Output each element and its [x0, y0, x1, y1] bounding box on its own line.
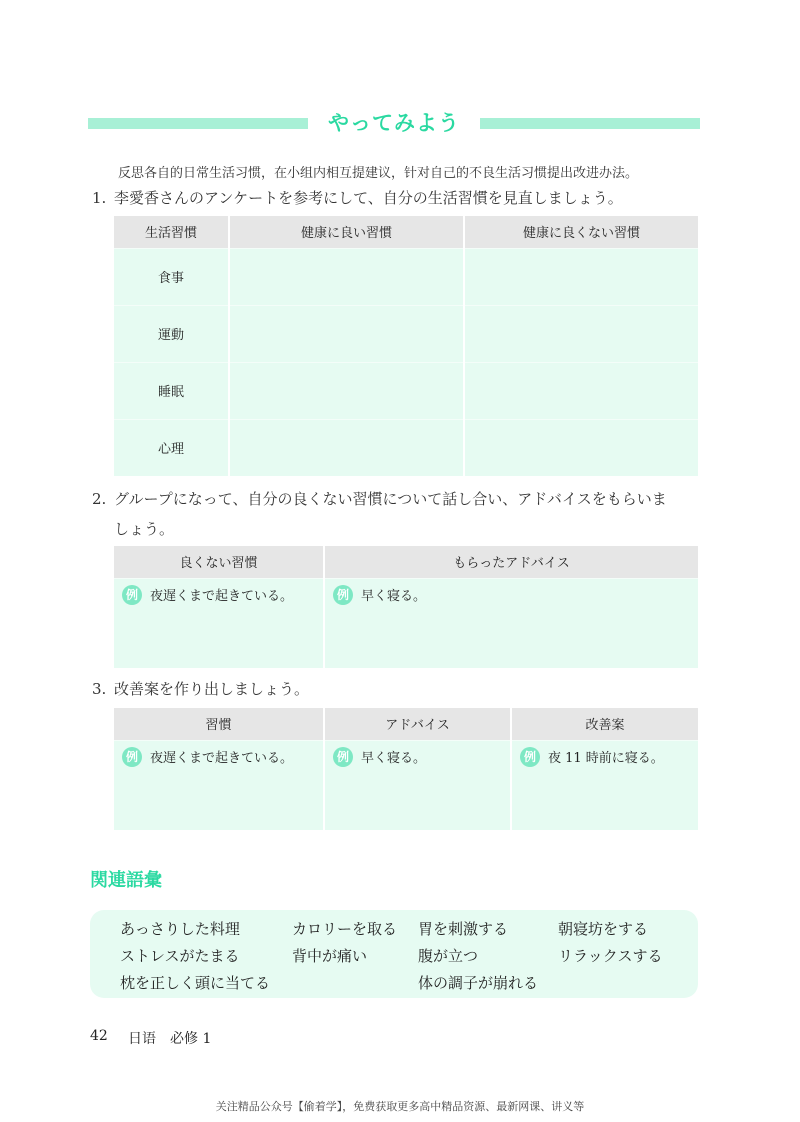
- advice-table: [114, 546, 698, 668]
- table-header: 健康に良くない習慣: [464, 216, 698, 248]
- example-badge: 例: [333, 747, 353, 767]
- footer-watermark: 关注精品公众号【偷着学】，免费获取更多高中精品资源、最新网课、讲义等: [215, 1100, 585, 1113]
- step-number: 1.: [92, 189, 107, 207]
- vocab-item: 腹が立つ: [418, 947, 479, 965]
- row-label: 食事: [114, 248, 229, 305]
- table-row: [114, 248, 698, 305]
- improvement-table: [114, 708, 698, 830]
- answer-cell[interactable]: [511, 740, 698, 830]
- answer-cell[interactable]: [464, 362, 698, 419]
- table-row: [114, 578, 698, 668]
- example-badge: 例: [122, 747, 142, 767]
- vocab-item: 枕を正しく頭に当てる: [120, 974, 271, 992]
- step-2: [92, 484, 702, 544]
- answer-cell[interactable]: [324, 578, 698, 668]
- row-label: 運動: [114, 305, 229, 362]
- answer-cell[interactable]: [229, 305, 464, 362]
- table-row: [114, 419, 698, 476]
- vocab-item: あっさりした料理: [120, 920, 240, 938]
- example-text: 夜遅くまで起きている。: [150, 589, 294, 604]
- vocab-item: ストレスがたまる: [120, 947, 240, 965]
- example-text: 早く寝る。: [361, 589, 427, 604]
- table-row: [114, 740, 698, 830]
- table-header: 生活習慣: [114, 216, 229, 248]
- row-label: 睡眠: [114, 362, 229, 419]
- answer-cell[interactable]: [114, 740, 324, 830]
- answer-cell[interactable]: [464, 248, 698, 305]
- section-title: やってみよう: [328, 111, 460, 135]
- table-row: [114, 305, 698, 362]
- answer-cell[interactable]: [229, 248, 464, 305]
- step-text: グループになって、自分の良くない習慣について話し合い、アドバイスをもらいま: [114, 490, 667, 508]
- vocab-item: 朝寝坊をする: [558, 920, 649, 938]
- answer-cell[interactable]: [324, 740, 511, 830]
- table-header: 健康に良い習慣: [229, 216, 464, 248]
- step-text-continued: しょう。: [114, 520, 175, 538]
- step-3: [92, 674, 309, 704]
- answer-cell[interactable]: [464, 419, 698, 476]
- vocab-item: 胃を刺激する: [418, 920, 509, 938]
- table-header: 改善案: [511, 708, 698, 740]
- answer-cell[interactable]: [464, 305, 698, 362]
- table-header: 習慣: [114, 708, 324, 740]
- habit-review-table: [114, 216, 698, 476]
- vocab-item: リラックスする: [558, 947, 663, 965]
- vocab-item: カロリーを取る: [292, 920, 398, 938]
- table-header: もらったアドバイス: [324, 546, 698, 578]
- vocab-box: [90, 910, 698, 998]
- example-text: 夜遅くまで起きている。: [150, 751, 294, 766]
- vocab-item: 背中が痛い: [292, 947, 368, 965]
- table-header: 良くない習慣: [114, 546, 324, 578]
- step-text: 李愛香さんのアンケートを参考にして、自分の生活習慣を見直しましょう。: [114, 189, 623, 207]
- instruction-text: 反思各自的日常生活习惯，在小组内相互提建议，针对自己的不良生活习惯提出改进办法。: [118, 166, 639, 181]
- example-badge: 例: [520, 747, 540, 767]
- example-badge: 例: [333, 585, 353, 605]
- example-text: 夜 11 時前に寝る。: [548, 751, 664, 766]
- section-title-bar: [88, 110, 700, 140]
- page-number: 42: [90, 1028, 108, 1044]
- row-label: 心理: [114, 419, 229, 476]
- step-1: [92, 183, 623, 213]
- book-title: 日语 必修 1: [128, 1031, 212, 1047]
- table-header: アドバイス: [324, 708, 511, 740]
- answer-cell[interactable]: [229, 362, 464, 419]
- vocab-title: 関連語彙: [90, 870, 162, 891]
- step-number: 2.: [92, 490, 107, 508]
- vocab-item: 体の調子が崩れる: [418, 974, 539, 992]
- answer-cell[interactable]: [114, 578, 324, 668]
- answer-cell[interactable]: [229, 419, 464, 476]
- step-text: 改善案を作り出しましょう。: [114, 680, 310, 698]
- example-text: 早く寝る。: [361, 751, 427, 766]
- step-number: 3.: [92, 680, 107, 698]
- table-row: [114, 362, 698, 419]
- example-badge: 例: [122, 585, 142, 605]
